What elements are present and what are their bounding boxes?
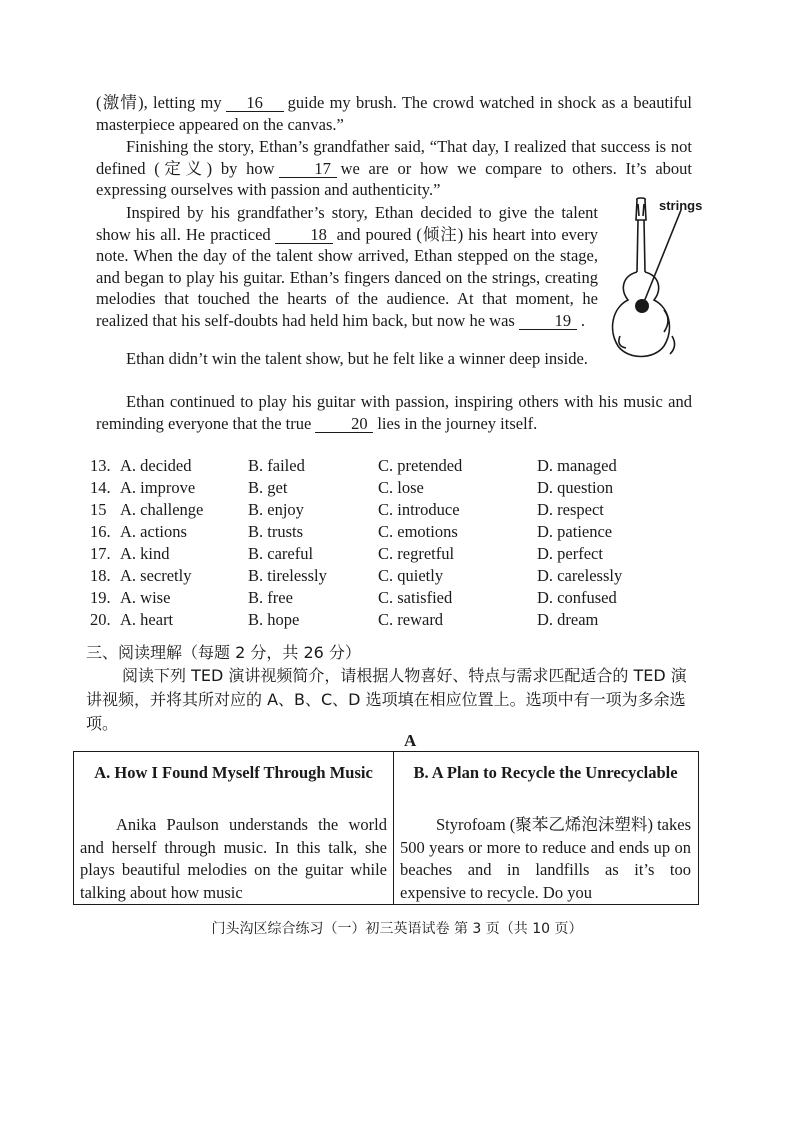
section-instructions: 阅读下列 TED 演讲视频简介，请根据人物喜好、特点与需求匹配适合的 TED 演讲视频，并将其所对应的 A、B、C、D 选项填在相应位置上。选项中有一项为多余选项。: [86, 666, 687, 733]
page-footer: 门头沟区综合练习（一）初三英语试卷 第 3 页（共 10 页）: [211, 921, 583, 937]
ted-option-a-title: A. How I Found Myself Through Music: [94, 763, 373, 782]
strings-label: strings: [659, 198, 703, 213]
question-number: 18.: [90, 566, 111, 585]
section-title: 三、阅读理解（每题 2 分，共 26 分）: [86, 643, 361, 662]
text-segment: we are or how we compare to others. It’s about expressing ourselves with passion and authenticity.”: [96, 158, 692, 199]
option-a: A. challenge: [120, 500, 204, 519]
question-number: 14.: [90, 478, 111, 497]
option-b: B. free: [248, 588, 293, 607]
text-segment: Ethan continued to play his guitar with passion, inspiring others with his music and reminding everyone that the true: [96, 392, 692, 433]
text-segment: (激情), letting my: [96, 93, 222, 112]
option-row-13: [90, 456, 700, 478]
blank-17: 17: [279, 160, 337, 178]
guitar-icon: [600, 196, 710, 368]
ted-video-table: [73, 751, 699, 905]
option-d: D. perfect: [537, 544, 603, 563]
option-b: B. get: [248, 478, 288, 497]
option-row-19: [90, 588, 700, 610]
ted-option-b: [394, 752, 697, 904]
answer-options: [90, 456, 700, 632]
option-c: C. pretended: [378, 456, 463, 475]
text-segment: Inspired by his grandfather’s story, Ethan decided to give the talent show his all. He practiced: [96, 203, 598, 244]
option-a: A. secretly: [120, 566, 192, 585]
option-a: A. wise: [120, 588, 171, 607]
option-row-17: [90, 544, 700, 566]
ted-option-a-body: Anika Paulson understands the world and herself through music. In this talk, she plays beautiful melodies on the guitar while talking about how music: [80, 815, 387, 902]
option-d: D. managed: [537, 456, 617, 475]
option-d: D. dream: [537, 610, 599, 629]
option-b: B. trusts: [248, 522, 304, 541]
passage-paragraph-5: [96, 391, 692, 434]
passage-paragraph-4: Ethan didn’t win the talent show, but he felt like a winner deep inside.: [126, 349, 588, 368]
question-number: 19.: [90, 588, 111, 607]
passage-paragraph-1: [96, 92, 692, 135]
ted-option-b-title: B. A Plan to Recycle the Unrecyclable: [413, 763, 678, 782]
option-row-18: [90, 566, 700, 588]
option-a: A. kind: [120, 544, 170, 563]
blank-19: 19: [519, 312, 577, 330]
option-b: B. enjoy: [248, 500, 304, 519]
ted-option-a: [74, 752, 394, 904]
text-segment: Finishing the story, Ethan’s grandfather said, “That day, I realized that success is not defined (定义) by how: [96, 137, 692, 178]
option-a: A. heart: [120, 610, 174, 629]
question-number: 15: [90, 500, 107, 519]
passage-paragraph-2: [96, 136, 692, 201]
text-segment: .: [580, 310, 585, 330]
option-a: A. decided: [120, 456, 192, 475]
ted-option-b-body: Styrofoam (聚苯乙烯泡沫塑料) takes 500 years or more to reduce and ends up on beaches and in landfills as it’s too expensive to recycle. Do you: [400, 815, 691, 902]
option-c: C. quietly: [378, 566, 444, 585]
text-segment: guide my brush. The crowd watched in shock as a beautiful masterpiece appeared on the canvas.”: [96, 93, 692, 134]
question-number: 20.: [90, 610, 111, 629]
option-d: D. carelessly: [537, 566, 623, 585]
table-letter: A: [404, 731, 417, 750]
option-d: D. confused: [537, 588, 617, 607]
blank-20: 20: [315, 415, 373, 433]
option-row-14: [90, 478, 700, 500]
option-row-15: [90, 500, 700, 522]
option-d: D. question: [537, 478, 614, 497]
text-segment: and poured (倾注) his heart into every note. When the day of the talent show arrived, Ethan stepped on the stage, and began to play his guitar. Ethan’s fingers danced on the strings, creating melodies that touched the hearts of the audience. At that moment, he realized that his self-doubts had held him back, but now he was: [96, 224, 598, 330]
option-row-20: [90, 610, 700, 632]
option-c: C. lose: [378, 478, 424, 497]
option-b: B. hope: [248, 610, 300, 629]
option-a: A. improve: [120, 478, 196, 497]
question-number: 13.: [90, 456, 111, 475]
option-row-16: [90, 522, 700, 544]
option-d: D. patience: [537, 522, 613, 541]
option-b: B. careful: [248, 544, 314, 563]
text-segment: lies in the journey itself.: [377, 413, 538, 433]
option-c: C. reward: [378, 610, 444, 629]
option-c: C. introduce: [378, 500, 460, 519]
option-a: A. actions: [120, 522, 187, 541]
option-c: C. regretful: [378, 544, 455, 563]
question-number: 16.: [90, 522, 111, 541]
option-b: B. tirelessly: [248, 566, 327, 585]
option-c: C. emotions: [378, 522, 458, 541]
blank-18: 18: [275, 226, 333, 244]
blank-16: 16: [226, 94, 284, 112]
option-b: B. failed: [248, 456, 305, 475]
passage-paragraph-3: [96, 202, 598, 331]
question-number: 17.: [90, 544, 111, 563]
option-c: C. satisfied: [378, 588, 453, 607]
option-d: D. respect: [537, 500, 604, 519]
